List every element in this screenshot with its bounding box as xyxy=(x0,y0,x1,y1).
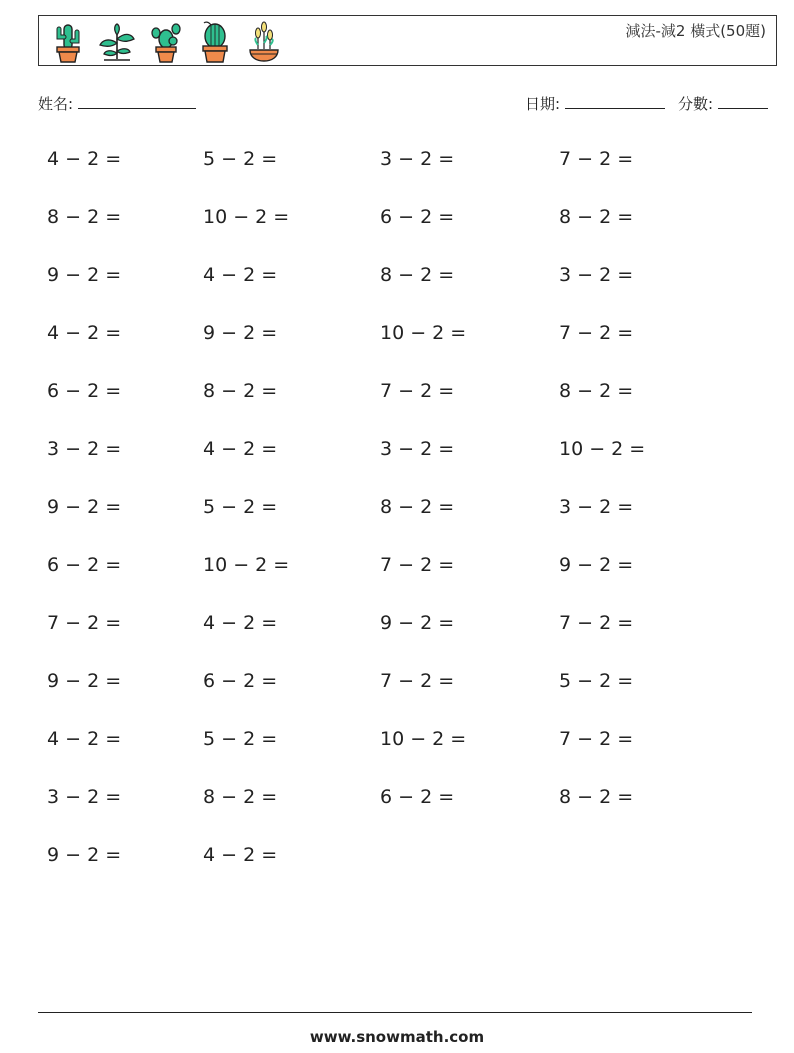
score-label: 分數: xyxy=(678,95,714,113)
problem-item: 8 − 2 = xyxy=(380,264,455,286)
flower-bowl-icon xyxy=(243,19,285,63)
problem-item: 7 − 2 = xyxy=(559,148,634,170)
footer-divider xyxy=(38,1012,752,1013)
problem-item: 9 − 2 = xyxy=(203,322,278,344)
problem-item: 5 − 2 = xyxy=(203,728,278,750)
problem-item: 5 − 2 = xyxy=(559,670,634,692)
name-label: 姓名: xyxy=(38,95,74,113)
problem-item: 7 − 2 = xyxy=(380,670,455,692)
problem-item: 6 − 2 = xyxy=(47,380,122,402)
problem-item: 4 − 2 = xyxy=(47,148,122,170)
problem-item: 3 − 2 = xyxy=(559,496,634,518)
footer-url: www.snowmath.com xyxy=(309,1028,485,1046)
sprout-icon xyxy=(96,19,138,63)
date-label: 日期: xyxy=(525,95,561,113)
problem-item: 3 − 2 = xyxy=(47,786,122,808)
problem-item: 6 − 2 = xyxy=(47,554,122,576)
score-blank[interactable] xyxy=(718,93,768,109)
problem-item: 8 − 2 = xyxy=(47,206,122,228)
problem-item: 8 − 2 = xyxy=(203,380,278,402)
problem-item: 7 − 2 = xyxy=(47,612,122,634)
problem-item: 10 − 2 = xyxy=(380,728,467,750)
problem-item: 9 − 2 = xyxy=(380,612,455,634)
cactus-pot-icon xyxy=(145,19,187,63)
cactus-pot-icon xyxy=(47,19,89,63)
problem-item: 4 − 2 = xyxy=(203,844,278,866)
problem-item: 4 − 2 = xyxy=(47,728,122,750)
problem-item: 9 − 2 = xyxy=(47,844,122,866)
problem-item: 4 − 2 = xyxy=(203,264,278,286)
problem-item: 4 − 2 = xyxy=(47,322,122,344)
problem-item: 6 − 2 = xyxy=(380,786,455,808)
problem-item: 3 − 2 = xyxy=(47,438,122,460)
worksheet-title: 減法-減2 橫式(50題) xyxy=(625,22,766,40)
problem-item: 4 − 2 = xyxy=(203,612,278,634)
date-field[interactable] xyxy=(525,93,665,114)
problem-item: 10 − 2 = xyxy=(380,322,467,344)
problem-item: 9 − 2 = xyxy=(47,670,122,692)
problem-item: 9 − 2 = xyxy=(47,496,122,518)
problem-item: 7 − 2 = xyxy=(559,612,634,634)
problem-item: 10 − 2 = xyxy=(203,206,290,228)
problem-item: 7 − 2 = xyxy=(559,322,634,344)
plant-icons-row xyxy=(47,19,285,63)
problem-item: 8 − 2 = xyxy=(559,380,634,402)
problem-item: 7 − 2 = xyxy=(559,728,634,750)
problem-item: 3 − 2 = xyxy=(380,148,455,170)
problem-item: 9 − 2 = xyxy=(559,554,634,576)
problem-item: 5 − 2 = xyxy=(203,496,278,518)
problem-item: 8 − 2 = xyxy=(380,496,455,518)
problem-item: 7 − 2 = xyxy=(380,554,455,576)
problem-item: 4 − 2 = xyxy=(203,438,278,460)
problem-item: 9 − 2 = xyxy=(47,264,122,286)
name-field[interactable] xyxy=(38,93,196,114)
date-blank[interactable] xyxy=(565,93,665,109)
problem-item: 7 − 2 = xyxy=(380,380,455,402)
problem-item: 3 − 2 = xyxy=(380,438,455,460)
worksheet-header xyxy=(38,15,777,66)
problem-item: 8 − 2 = xyxy=(559,206,634,228)
score-field[interactable] xyxy=(678,93,768,114)
problem-item: 8 − 2 = xyxy=(203,786,278,808)
problem-item: 6 − 2 = xyxy=(380,206,455,228)
name-blank[interactable] xyxy=(78,93,196,109)
problem-item: 3 − 2 = xyxy=(559,264,634,286)
problem-item: 10 − 2 = xyxy=(203,554,290,576)
round-cactus-pot-icon xyxy=(194,19,236,63)
problem-item: 5 − 2 = xyxy=(203,148,278,170)
problem-item: 10 − 2 = xyxy=(559,438,646,460)
problem-item: 6 − 2 = xyxy=(203,670,278,692)
problem-item: 8 − 2 = xyxy=(559,786,634,808)
